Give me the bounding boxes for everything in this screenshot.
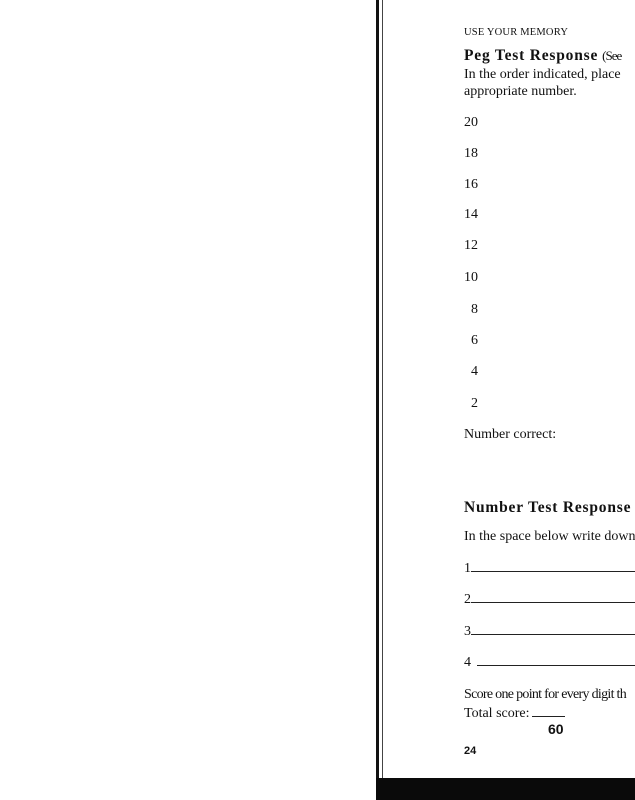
running-header: USE YOUR MEMORY (464, 27, 569, 38)
answer-line-4-rule[interactable] (477, 665, 635, 666)
answer-line-2 (464, 592, 635, 608)
peg-number-2: 2 (471, 396, 478, 411)
page-number: 24 (464, 745, 477, 757)
number-test-title: Number Test Response (464, 499, 632, 516)
number-test-instruction: In the space below write down (464, 529, 635, 544)
peg-test-title-text: Peg Test Response (464, 47, 599, 64)
peg-test-title (464, 47, 621, 65)
peg-instruction-line-2: appropriate number. (464, 84, 577, 99)
answer-line-1-rule[interactable] (471, 571, 635, 572)
answer-line-2-label: 2 (464, 592, 471, 607)
answer-line-1 (464, 561, 635, 577)
peg-number-10: 10 (464, 270, 478, 285)
peg-number-14: 14 (464, 207, 478, 222)
peg-test-title-suffix: (See (602, 48, 622, 63)
answer-line-4-label: 4 (464, 655, 471, 670)
peg-number-8: 8 (471, 302, 478, 317)
answer-line-3-rule[interactable] (471, 634, 635, 635)
page-marker: 60 (548, 721, 564, 737)
score-note: Score one point for every digit th (464, 687, 627, 702)
peg-number-16: 16 (464, 177, 478, 192)
answer-line-4 (464, 655, 635, 671)
total-score-label: Total score: (464, 706, 530, 721)
total-score-rule[interactable] (532, 716, 565, 717)
scan-edge-bar (376, 778, 635, 800)
total-score (464, 706, 565, 722)
peg-number-18: 18 (464, 146, 478, 161)
answer-line-3-label: 3 (464, 624, 471, 639)
peg-instruction-line-1: In the order indicated, place (464, 67, 621, 82)
number-correct-label: Number correct: (464, 427, 557, 442)
peg-number-20: 20 (464, 115, 478, 130)
peg-number-12: 12 (464, 238, 478, 253)
peg-number-6: 6 (471, 333, 478, 348)
answer-line-3 (464, 624, 635, 640)
book-gutter (376, 0, 386, 800)
answer-line-1-label: 1 (464, 561, 471, 576)
answer-line-2-rule[interactable] (471, 602, 635, 603)
peg-number-4: 4 (471, 364, 478, 379)
